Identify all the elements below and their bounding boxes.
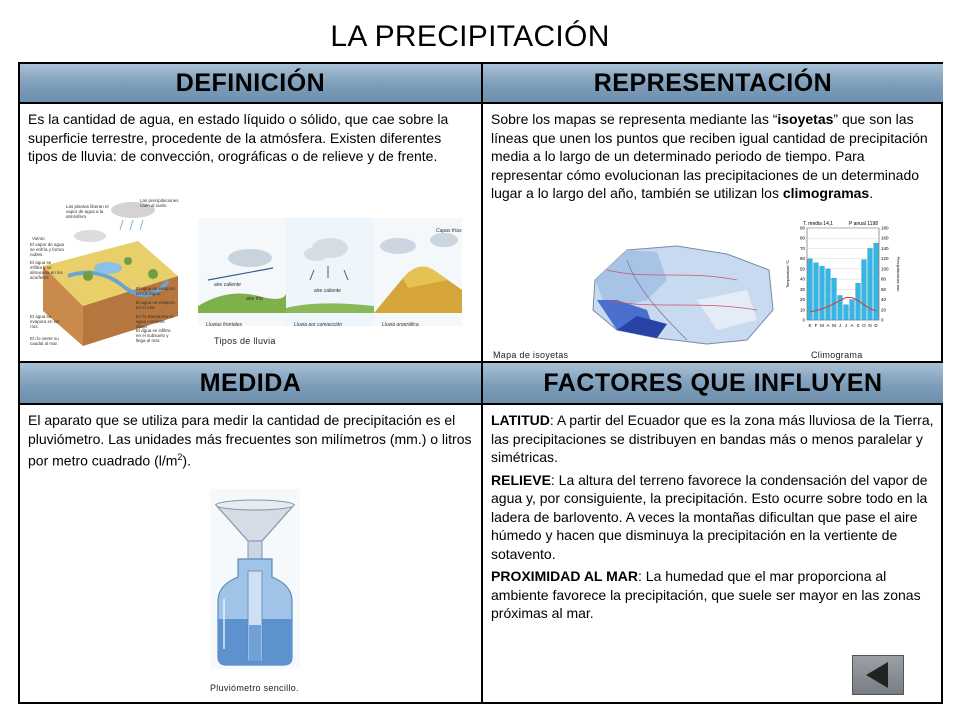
climograma-precip-bar	[838, 295, 843, 320]
isoyetas-caption: Mapa de isoyetas	[493, 350, 569, 360]
header-definicion: DEFINICIÓN	[20, 64, 481, 104]
climograma-left-tick: 80	[799, 235, 805, 241]
header-representacion: REPRESENTACIÓN	[483, 64, 943, 104]
climograma-precip-bar	[862, 260, 867, 320]
factor-latitud: LATITUD: A partir del Ecuador que es la zona más lluviosa de la Tierra, las precipitaciones se distribuyen en bandas más o menos paralelar y simétricas.	[491, 412, 934, 465]
climograma-month-label: F	[814, 323, 818, 328]
header-medida: MEDIDA	[20, 363, 481, 405]
back-button[interactable]	[852, 655, 904, 695]
climograma-month-label: J	[844, 323, 848, 328]
cell-medida	[20, 405, 481, 702]
climograma-month-label: S	[856, 323, 860, 328]
climograma-month-label: O	[862, 323, 866, 328]
isoyetas-term: isoyetas	[777, 111, 834, 127]
climograma-left-tick: 70	[799, 245, 805, 251]
climograma-left-tick: 30	[799, 286, 805, 292]
climograma-precip-bar	[832, 278, 837, 320]
diagram-label: El agua se evapora en el mar.	[136, 300, 175, 310]
isoyetas-map-image	[587, 240, 779, 348]
climograma-month-label: M	[820, 323, 824, 328]
climograma-right-axis-label: Precipitaciones mm	[896, 256, 901, 292]
diagram-label: El río transporta el agua corriente abajo	[136, 314, 173, 329]
climograma-precip-bar	[820, 266, 825, 320]
climograma-precip-bar	[808, 259, 813, 320]
rain-label: Lluvias frontales	[206, 322, 243, 326]
climograma-precip-bar	[826, 269, 831, 320]
climograma-right-tick: 160	[881, 235, 889, 241]
triangle-left-icon	[853, 656, 903, 694]
climograma-left-tick: 10	[799, 307, 805, 313]
cell-definicion	[20, 104, 481, 361]
climograma-month-label: M	[832, 323, 836, 328]
climograma-left-tick: 50	[799, 266, 805, 272]
climograma-left-tick: 0	[802, 317, 805, 323]
representacion-text: Sobre los mapas se representa mediante las “isoyetas” que son las líneas que unen los puntos que reciben igual cantidad de precipitación media a lo largo de un determinado periodo de tiempo. Para representar cómo evolucionan las precipitaciones de un determinado lugar a lo largo del año, también se utilizan los climogramas.	[491, 111, 928, 201]
definicion-text: Es la cantidad de agua, en estado líquido o sólido, que cae sobre la superficie terrestre, procedente de la atmósfera. Existen diferentes tipos de lluvia: de convección, orográficas o de relieve y de frente.	[28, 111, 449, 164]
climograma-precip-bar	[850, 300, 855, 320]
diagram-label: El agua se infiltra en el subsuelo y llega al mar.	[136, 328, 171, 343]
climograma-month-label: J	[838, 323, 842, 328]
climograma-precip-bar	[844, 305, 849, 320]
factor-relieve: RELIEVE: La altura del terreno favorece la condensación del vapor de agua y, por consiguiente, la precipitación. Esto ocurre sobre todo en la ladera de barlovento. A veces la montañas dificultan que pase el aire húmedo y hacen que disminuya la precipitación en la vertiente de sotavento.	[491, 471, 928, 562]
climograma-month-label: A	[850, 323, 854, 328]
climograma-image	[783, 218, 903, 338]
rain-label: Lluvia por convección	[294, 322, 343, 326]
pluviometer-caption: Pluviómetro sencillo.	[210, 683, 299, 693]
factor-proximidad-mar: PROXIMIDAD AL MAR: La humedad que el mar proporciona al ambiente favorece la precipitación, que suele ser mayor en las zonas próximas al mar.	[491, 568, 921, 621]
diagram-label: El vapor de agua se enfría y forma nubes.	[30, 242, 65, 257]
rain-label: Lluvia orográfica	[382, 322, 419, 326]
climograma-right-tick: 100	[881, 266, 889, 272]
diagram-label: Las plantas liberan el vapor de agua a la atmósfera	[66, 204, 109, 219]
diagram-label: Viento	[32, 236, 45, 241]
climograma-left-tick: 20	[799, 297, 805, 303]
climograma-month-label: E	[808, 323, 812, 328]
climograma-header-right: P anual 1198	[849, 221, 879, 227]
climograma-month-label: A	[826, 323, 830, 328]
pluviometer-image	[210, 489, 300, 669]
climograma-right-tick: 180	[881, 225, 889, 231]
diagram-label: El agua se evapora en los ríos.	[30, 314, 60, 329]
climograma-left-tick: 40	[799, 276, 805, 282]
rain-types-caption: Tipos de lluvia	[214, 336, 276, 346]
header-factores: FACTORES QUE INFLUYEN	[483, 363, 943, 405]
medida-text: El aparato que se utiliza para medir la cantidad de precipitación es el pluviómetro. Las unidades más frecuentes son milímetros (mm.) o litros por metro cuadrado $(l/m^2)$.	[28, 412, 472, 469]
climograma-precip-bar	[874, 243, 879, 320]
climograma-right-tick: 80	[881, 276, 887, 282]
climograma-right-tick: 40	[881, 297, 887, 303]
diagram-label: Las precipitaciones caen al suelo	[140, 198, 179, 208]
climograma-right-tick: 20	[881, 307, 887, 313]
rain-label: aire caliente	[214, 282, 241, 288]
rain-label: Capas frías	[436, 228, 462, 234]
rain-label: aire frío	[246, 296, 263, 302]
climograma-right-tick: 0	[881, 317, 884, 323]
climograma-right-tick: 60	[881, 286, 887, 292]
cell-representacion	[483, 104, 943, 361]
climograma-left-axis-label: Temperatura °C	[785, 259, 790, 289]
climograma-header-left: T. media 14,1	[803, 221, 834, 227]
diagram-label: El agua se evapora en los lagos.	[136, 286, 175, 296]
climograma-right-tick: 120	[881, 256, 889, 262]
page-title: LA PRECIPITACIÓN	[330, 20, 610, 53]
climograma-caption: Climograma	[811, 350, 863, 360]
climograma-month-label: N	[868, 323, 872, 328]
climogramas-term: climogramas	[782, 185, 870, 201]
water-cycle-image	[28, 196, 188, 356]
rain-label: aire caliente	[314, 288, 341, 294]
climograma-left-tick: 60	[799, 256, 805, 262]
climograma-right-tick: 140	[881, 245, 889, 251]
diagram-label: El agua se infiltra y se almacena en los acuíferos	[30, 260, 63, 280]
climograma-month-label: D	[874, 323, 878, 328]
content-table	[18, 62, 943, 704]
rain-types-image	[198, 218, 462, 326]
diagram-label: El río vierte su caudal al mar.	[30, 336, 59, 346]
climograma-left-tick: 90	[799, 225, 805, 231]
